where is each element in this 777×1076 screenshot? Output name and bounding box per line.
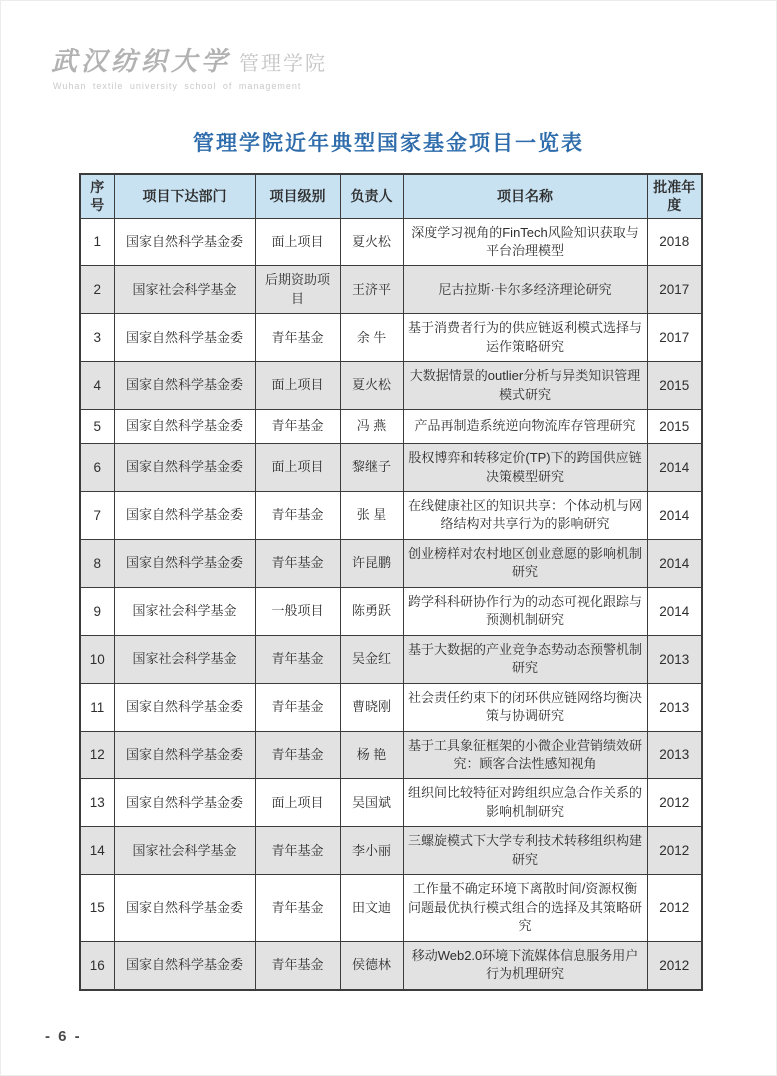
cell-department: 国家自然科学基金委 (114, 218, 255, 266)
cell-leader: 李小丽 (340, 827, 403, 875)
cell-leader: 黎继子 (340, 444, 403, 492)
cell-leader: 陈勇跃 (340, 587, 403, 635)
projects-table-body (80, 218, 702, 990)
cell-year: 2013 (647, 731, 702, 779)
cell-level: 青年基金 (255, 731, 340, 779)
cell-level: 青年基金 (255, 314, 340, 362)
cell-department: 国家自然科学基金委 (114, 362, 255, 410)
cell-name: 基于工具象征框架的小微企业营销绩效研究：顾客合法性感知视角 (403, 731, 647, 779)
cell-level: 青年基金 (255, 875, 340, 941)
cell-seq: 15 (80, 875, 114, 941)
cell-year: 2015 (647, 410, 702, 444)
cell-year: 2013 (647, 635, 702, 683)
page-title: 管理学院近年典型国家基金项目一览表 (193, 132, 584, 155)
table-header-row (80, 174, 702, 218)
cell-seq: 6 (80, 444, 114, 492)
university-logo (51, 41, 327, 91)
cell-year: 2018 (647, 218, 702, 266)
cell-year: 2014 (647, 492, 702, 540)
cell-year: 2012 (647, 875, 702, 941)
cell-name: 跨学科科研协作行为的动态可视化跟踪与预测机制研究 (403, 587, 647, 635)
cell-leader: 冯 燕 (340, 410, 403, 444)
cell-seq: 11 (80, 683, 114, 731)
cell-department: 国家自然科学基金委 (114, 492, 255, 540)
cell-level: 面上项目 (255, 779, 340, 827)
cell-year: 2014 (647, 587, 702, 635)
cell-name: 深度学习视角的FinTech风险知识获取与平台治理模型 (403, 218, 647, 266)
col-header-seq: 序号 (80, 174, 114, 218)
table-row (80, 362, 702, 410)
logo-english-caption: Wuhan textile university school of management (53, 81, 302, 91)
cell-department: 国家自然科学基金委 (114, 683, 255, 731)
table-row (80, 875, 702, 941)
cell-year: 2015 (647, 362, 702, 410)
cell-seq: 16 (80, 941, 114, 989)
page-number: - 6 - (45, 1028, 82, 1045)
cell-level: 青年基金 (255, 941, 340, 989)
projects-table-head (80, 174, 702, 218)
cell-level: 面上项目 (255, 362, 340, 410)
cell-leader: 曹晓刚 (340, 683, 403, 731)
cell-level: 青年基金 (255, 827, 340, 875)
cell-name: 三螺旋模式下大学专利技术转移组织构建研究 (403, 827, 647, 875)
col-header-leader: 负责人 (340, 174, 403, 218)
cell-seq: 9 (80, 587, 114, 635)
cell-seq: 8 (80, 539, 114, 587)
cell-name: 尼古拉斯·卡尔多经济理论研究 (403, 266, 647, 314)
cell-name: 组织间比较特征对跨组织应急合作关系的影响机制研究 (403, 779, 647, 827)
table-row (80, 266, 702, 314)
cell-seq: 4 (80, 362, 114, 410)
cell-name: 大数据情景的outlier分析与异类知识管理模式研究 (403, 362, 647, 410)
cell-leader: 王济平 (340, 266, 403, 314)
logo-chinese-line (51, 41, 327, 78)
cell-department: 国家自然科学基金委 (114, 444, 255, 492)
cell-seq: 2 (80, 266, 114, 314)
table-row (80, 827, 702, 875)
cell-leader: 张 星 (340, 492, 403, 540)
table-row (80, 314, 702, 362)
cell-department: 国家自然科学基金委 (114, 539, 255, 587)
cell-leader: 夏火松 (340, 362, 403, 410)
cell-department: 国家社会科学基金 (114, 827, 255, 875)
col-header-name: 项目名称 (403, 174, 647, 218)
cell-seq: 5 (80, 410, 114, 444)
table-row (80, 941, 702, 989)
cell-level: 后期资助项目 (255, 266, 340, 314)
page-footer (45, 1028, 82, 1045)
table-row (80, 492, 702, 540)
table-row (80, 444, 702, 492)
cell-year: 2017 (647, 314, 702, 362)
table-row (80, 683, 702, 731)
col-header-level: 项目级别 (255, 174, 340, 218)
cell-level: 青年基金 (255, 635, 340, 683)
table-row (80, 539, 702, 587)
cell-year: 2012 (647, 941, 702, 989)
cell-department: 国家自然科学基金委 (114, 941, 255, 989)
projects-table (79, 173, 703, 991)
col-header-department: 项目下达部门 (114, 174, 255, 218)
cell-level: 青年基金 (255, 683, 340, 731)
cell-department: 国家社会科学基金 (114, 635, 255, 683)
cell-name: 创业榜样对农村地区创业意愿的影响机制研究 (403, 539, 647, 587)
table-row (80, 410, 702, 444)
cell-year: 2012 (647, 827, 702, 875)
table-row (80, 635, 702, 683)
cell-name: 在线健康社区的知识共享：个体动机与网络结构对共享行为的影响研究 (403, 492, 647, 540)
col-header-year: 批准年度 (647, 174, 702, 218)
cell-year: 2012 (647, 779, 702, 827)
cell-level: 面上项目 (255, 444, 340, 492)
cell-name: 基于大数据的产业竞争态势动态预警机制研究 (403, 635, 647, 683)
cell-seq: 13 (80, 779, 114, 827)
cell-department: 国家自然科学基金委 (114, 875, 255, 941)
cell-name: 工作量不确定环境下离散时间/资源权衡问题最优执行模式组合的选择及其策略研究 (403, 875, 647, 941)
cell-department: 国家自然科学基金委 (114, 410, 255, 444)
cell-seq: 14 (80, 827, 114, 875)
cell-seq: 12 (80, 731, 114, 779)
cell-leader: 杨 艳 (340, 731, 403, 779)
cell-seq: 3 (80, 314, 114, 362)
cell-name: 股权博弈和转移定价(TP)下的跨国供应链决策模型研究 (403, 444, 647, 492)
cell-year: 2017 (647, 266, 702, 314)
cell-name: 移动Web2.0环境下流媒体信息服务用户行为机理研究 (403, 941, 647, 989)
logo-school-name: 管理学院 (239, 53, 328, 75)
cell-leader: 许昆鹏 (340, 539, 403, 587)
table-row (80, 587, 702, 635)
cell-level: 青年基金 (255, 539, 340, 587)
cell-department: 国家自然科学基金委 (114, 314, 255, 362)
table-row (80, 779, 702, 827)
cell-level: 青年基金 (255, 492, 340, 540)
cell-seq: 10 (80, 635, 114, 683)
cell-leader: 夏火松 (340, 218, 403, 266)
cell-leader: 侯德林 (340, 941, 403, 989)
cell-level: 青年基金 (255, 410, 340, 444)
cell-leader: 吴金红 (340, 635, 403, 683)
cell-leader: 吴国斌 (340, 779, 403, 827)
cell-department: 国家社会科学基金 (114, 587, 255, 635)
cell-leader: 田文迪 (340, 875, 403, 941)
cell-name: 社会责任约束下的闭环供应链网络均衡决策与协调研究 (403, 683, 647, 731)
cell-department: 国家社会科学基金 (114, 266, 255, 314)
cell-name: 产品再制造系统逆向物流库存管理研究 (403, 410, 647, 444)
cell-year: 2014 (647, 444, 702, 492)
table-row (80, 731, 702, 779)
cell-level: 一般项目 (255, 587, 340, 635)
cell-department: 国家自然科学基金委 (114, 779, 255, 827)
logo-university-name: 武汉纺织大学 (51, 47, 232, 77)
cell-level: 面上项目 (255, 218, 340, 266)
cell-year: 2014 (647, 539, 702, 587)
cell-year: 2013 (647, 683, 702, 731)
cell-department: 国家自然科学基金委 (114, 731, 255, 779)
table-row (80, 218, 702, 266)
cell-leader: 余 牛 (340, 314, 403, 362)
cell-seq: 7 (80, 492, 114, 540)
cell-seq: 1 (80, 218, 114, 266)
cell-name: 基于消费者行为的供应链返利模式选择与运作策略研究 (403, 314, 647, 362)
